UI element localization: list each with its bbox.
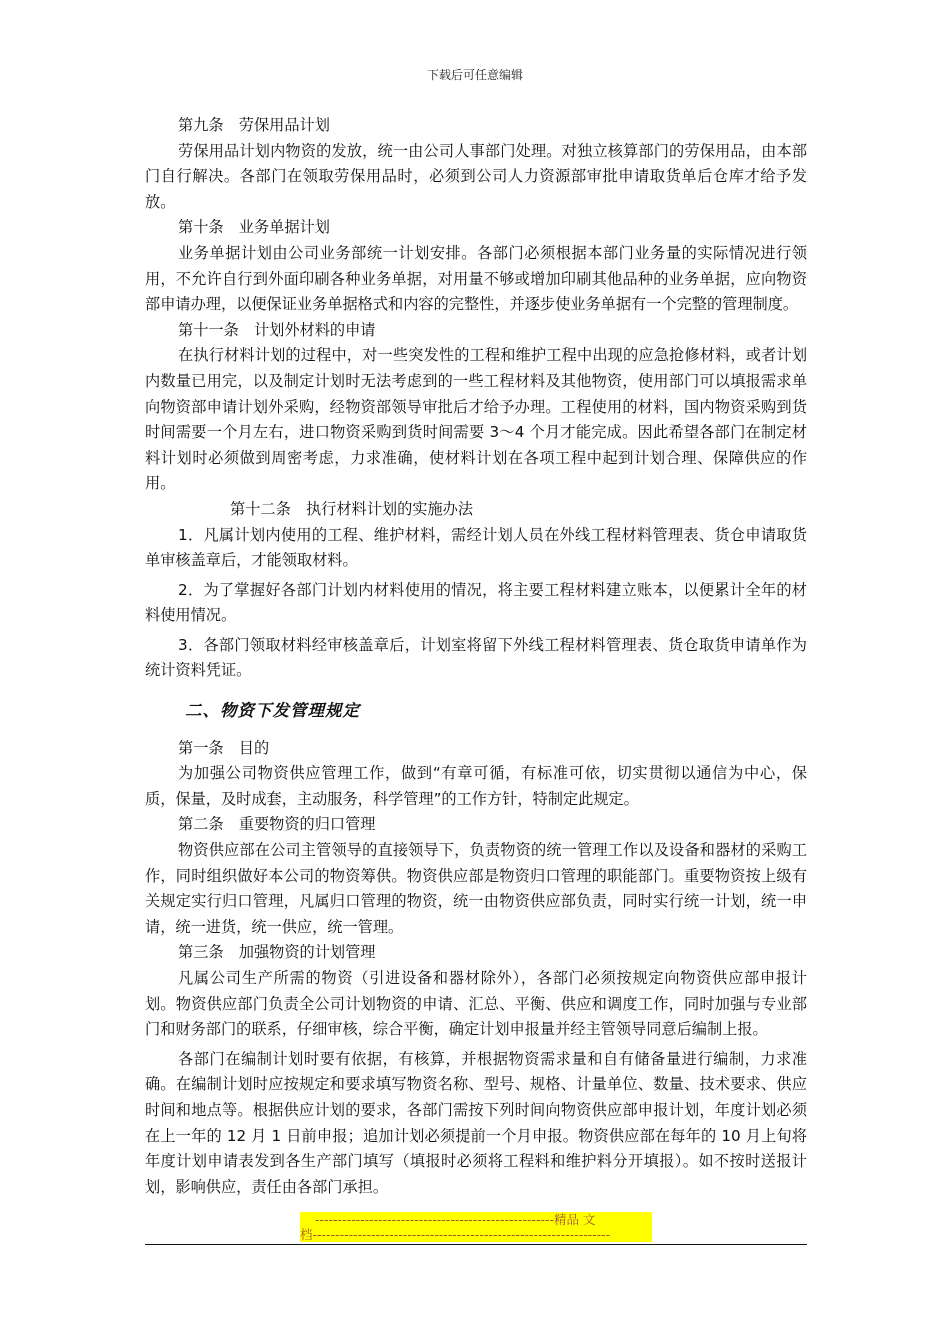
numbered-paragraph: 3．各部门领取材料经审核盖章后，计划室将留下外线工程材料管理表、货仓取货申请单作为统计资料凭证。 xyxy=(145,635,807,680)
article-heading: 第九条 劳保用品计划 xyxy=(178,116,330,134)
body-paragraph: 劳保用品计划内物资的发放，统一由公司人事部门处理。对独立核算部门的劳保用品，由本部门自行解决。各部门在领取劳保用品时，必须到公司人力资源部审批申请取货单后仓库才给予发放。 xyxy=(145,141,807,211)
body-paragraph: 为加强公司物资供应管理工作，做到“有章可循，有标准可依，切实贯彻以通信为中心，保质，保量，及时成套，主动服务，科学管理”的工作方针，特制定此规定。 xyxy=(145,764,807,808)
body-paragraph: 业务单据计划由公司业务部统一计划安排。各部门必须根据本部门业务量的实际情况进行领用，不允许自行到外面印刷各种业务单据，对用量不够或增加印刷其他品种的业务单据，应向物资部申请办理，以便保证业务单据格式和内容的完整性，并逐步使业务单据有一个完整的管理制度。 xyxy=(145,243,807,314)
article-heading: 第十二条 执行材料计划的实施办法 xyxy=(230,499,473,518)
body-paragraph: 凡属公司生产所需的物资（引进设备和器材除外），各部门必须按规定向物资供应部申报计划。物资供应部门负责全公司计划物资的申请、汇总、平衡、供应和调度工作，同时加强与专业部门和财务部门的联系，仔细审核，综合平衡，确定计划申报量并经主管领导同意后编制上报。 xyxy=(145,969,807,1039)
body-paragraph: 各部门在编制计划时要有依据，有核算，并根据物资需求量和自有储备量进行编制，力求准确。在编制计划时应按规定和要求填写物资名称、型号、规格、计量单位、数量、技术要求、供应时间和地点等。根据供应计划的要求，各部门需按下列时间向物资供应部申报计划，年度计划必须在上一年的 12 月 1 日前申报；追加计划必须提前一个月申报。物资供应部在每年的 10 月上旬将年度计划申请表发到各生产部门填写（填报时必须将工程料和维护料分开填报）。如不按时送报计划，影响供应，责任由各部门承担。 xyxy=(145,1049,807,1196)
footer-divider xyxy=(145,1244,807,1245)
footer-watermark xyxy=(300,1212,652,1242)
article-heading: 第一条 目的 xyxy=(178,738,270,757)
document-body xyxy=(145,113,807,1200)
footer-line-2: 档------------------------------------------------------------------ xyxy=(300,1227,611,1242)
article-heading: 第十条 业务单据计划 xyxy=(178,218,330,237)
body-paragraph: 物资供应部在公司主管领导的直接领导下，负责物资的统一管理工作以及设备和器材的采购工作，同时组织做好本公司的物资筹供。物资供应部是物资归口管理的职能部门。重要物资按上级有关规定实行归口管理，凡属归口管理的物资，统一由物资供应部负责，同时实行统一计划，统一申请，统一进货，统一供应，统一管理。 xyxy=(145,841,807,936)
article-heading: 第三条 加强物资的计划管理 xyxy=(178,943,376,962)
numbered-paragraph: 2．为了掌握好各部门计划内材料使用的情况，将主要工程材料建立账本，以便累计全年的材料使用情况。 xyxy=(145,580,807,625)
article-heading: 第十一条 计划外材料的申请 xyxy=(178,320,376,339)
numbered-paragraph: 1．凡属计划内使用的工程、维护材料，需经计划人员在外线工程材料管理表、货仓申请取货单审核盖章后，才能领取材料。 xyxy=(145,525,807,570)
footer-line-1: -----------------------------------------------------精品 文 xyxy=(315,1212,596,1227)
article-heading: 第二条 重要物资的归口管理 xyxy=(178,815,376,834)
page-header: 下载后可任意编辑 xyxy=(426,68,523,82)
body-paragraph: 在执行材料计划的过程中，对一些突发性的工程和维护工程中出现的应急抢修材料，或者计划内数量已用完，以及制定计划时无法考虑到的一些工程材料及其他物资，使用部门可以填报需求单向物资部申请计划外采购，经物资部领导审批后才给予办理。工程使用的材料，国内物资采购到货时间需要一个月左右，进口物资采购到货时间需要 3～4 个月才能完成。因此希望各部门在制定材料计划时必须做到周密考虑，力求准确，使材料计划在各项工程中起到计划合理、保障供应的作用。 xyxy=(145,346,807,493)
section-title: 二、物资下发管理规定 xyxy=(185,701,360,721)
